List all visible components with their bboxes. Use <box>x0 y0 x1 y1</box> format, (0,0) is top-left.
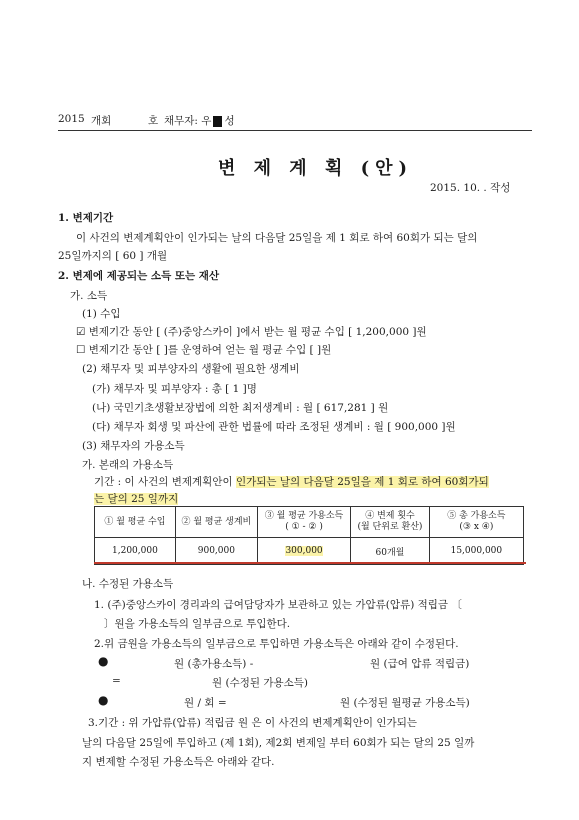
formula2-left: 원 / 회 = <box>184 697 227 709</box>
table-cell: 60개월 <box>351 538 430 565</box>
table-header-row <box>95 507 524 538</box>
adjusted-item3c: 지 변제할 수정된 가용소득은 아래와 같다. <box>82 756 275 768</box>
table-cell: 900,000 <box>175 538 257 565</box>
adjusted-item2: 2.위 금원을 가용소득의 일부금으로 투입하면 가용소득은 아래와 같이 수정된다. <box>94 638 459 650</box>
adjusted-item3a: 3.기간 : 위 가압류(압류) 적립금 원 은 이 사건의 변제계획안이 인가되는 <box>88 717 417 729</box>
living-cost-b: (나) 국민기초생활보장법에 의한 최저생계비 : 월 [ 617,281 ] 원 <box>92 402 389 414</box>
table-cell: 1,200,000 <box>95 538 176 565</box>
table-cell <box>257 538 350 565</box>
table-header-text: ( ① - ② ) <box>285 522 323 532</box>
section2-heading: 2. 변제에 제공되는 소득 또는 재산 <box>58 270 220 282</box>
living-cost-a: (가) 채무자 및 피부양자 : 총 [ 1 ]명 <box>92 383 257 395</box>
income-heading: 가. 소득 <box>70 290 108 302</box>
table-header-text: ② 월 평균 생계비 <box>181 516 252 527</box>
redaction-box <box>213 116 222 127</box>
adjusted-income-heading: 나. 수정된 가용소득 <box>82 578 174 590</box>
living-cost-c: (다) 채무자 회생 및 파산에 관한 법률에 따라 조정된 생계비 : 월 [ 900,000 ]원 <box>92 421 456 433</box>
header-underline <box>58 130 532 131</box>
header-year: 2015 <box>58 113 85 125</box>
period-line2 <box>94 491 178 506</box>
table-header-text: ④ 변제 횟수 <box>365 511 415 521</box>
income-table <box>94 506 524 565</box>
formula1-right: 원 (급여 압류 적립금) <box>370 658 470 670</box>
available-income-heading: (3) 채무자의 가용소득 <box>82 440 185 452</box>
period-line1 <box>94 474 489 489</box>
date-line: 2015. 10. . 작성 <box>430 182 511 194</box>
highlighted-value: 300,000 <box>285 546 323 556</box>
debtor-suffix: 성 <box>224 115 235 127</box>
header-court-type: 개회 <box>91 115 112 127</box>
table-header-text: ③ 월 평균 가용소득 <box>264 511 344 521</box>
red-underline <box>94 562 526 564</box>
table-header-cell <box>351 507 430 538</box>
original-available-income: 가. 본래의 가용소득 <box>82 459 174 471</box>
page-title: 변 제 계 획 (안) <box>218 158 414 179</box>
period-highlight2: 는 달의 25 일까지 <box>94 493 179 505</box>
formula1-equals: = <box>112 675 121 687</box>
debtor-label: 채무자: 우 <box>164 115 212 127</box>
checkbox-income-unchecked: ☐ 변제기간 동안 [ ]를 운영하여 얻는 월 평균 수입 [ ]원 <box>76 344 332 356</box>
table-header-cell <box>95 507 176 538</box>
header-debtor <box>164 113 235 128</box>
table-header-text: (월 단위로 환산) <box>357 522 423 532</box>
formula1-result: 원 (수정된 가용소득) <box>212 677 309 689</box>
period-prefix: 기간 : 이 사건의 변제계획안이 <box>94 476 236 488</box>
adjusted-item1b: 〕원을 가용소득의 일부금으로 투입한다. <box>104 618 291 630</box>
period-highlight1: 인가되는 날의 다음달 25일을 제 1 회로 하여 60회가되 <box>235 476 489 488</box>
living-cost-heading: (2) 채무자 및 피부양자의 생활에 필요한 생계비 <box>82 363 300 375</box>
adjusted-item1a: 1. (주)중앙스카이 경리과의 급여담당자가 보관하고 있는 가압류(압류) 적립금 〔 <box>94 599 462 611</box>
income-sub1: (1) 수입 <box>82 308 121 320</box>
bullet-icon: ● <box>98 693 109 707</box>
adjusted-item3b: 날의 다음달 25일에 투입하고 (제 1회), 제2회 변제일 부터 60회가 되는 달의 25 일까 <box>82 737 475 749</box>
table-header-text: ⑤ 총 가용소득 <box>447 511 506 521</box>
checkbox-income-checked: ☑ 변제기간 동안 [ (주)중앙스카이 ]에서 받는 월 평균 수입 [ 1,200,000 ]원 <box>76 326 427 338</box>
formula1-left: 원 (총가용소득) - <box>174 658 254 670</box>
section1-body1: 이 사건의 변제계획안이 인가되는 날의 다음달 25일을 제 1 회로 하여 60회가 되는 달의 <box>76 232 478 244</box>
header-no-label: 호 <box>148 115 159 127</box>
table-header-cell <box>257 507 350 538</box>
table-row <box>95 538 524 565</box>
table-header-text: (③ x ④) <box>459 522 494 532</box>
section1-body2: 25일까지의 [ 60 ] 개월 <box>58 250 168 262</box>
formula2-right: 원 (수정된 월평균 가용소득) <box>340 697 470 709</box>
bullet-icon: ● <box>98 654 109 668</box>
table-cell: 15,000,000 <box>429 538 523 565</box>
section1-heading: 1. 변제기간 <box>58 212 114 224</box>
table-header-cell <box>175 507 257 538</box>
table-header-text: ① 월 평균 수입 <box>104 516 166 527</box>
table-header-cell <box>429 507 523 538</box>
